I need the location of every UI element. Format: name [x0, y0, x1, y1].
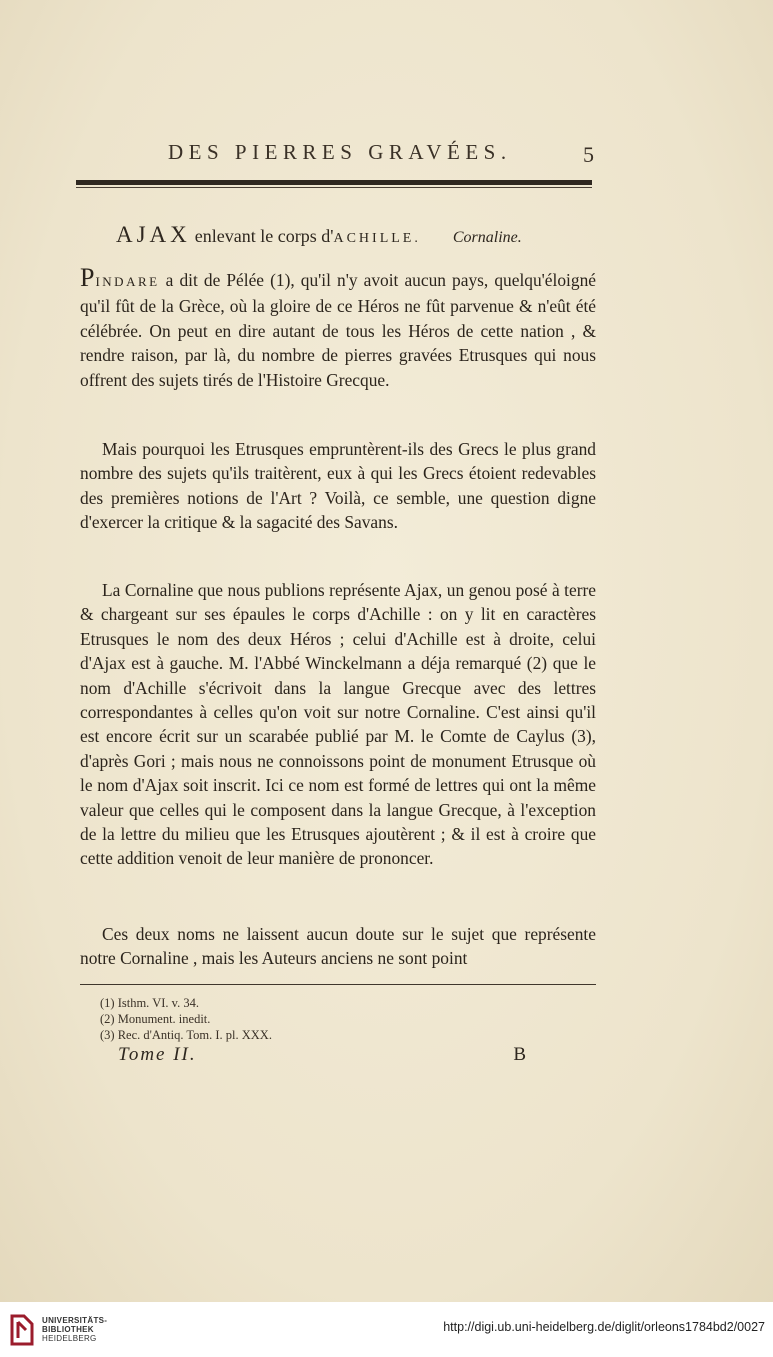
volume-label: Tome II. [118, 1044, 197, 1065]
footer-band [0, 1302, 773, 1357]
library-name[interactable] [42, 1316, 107, 1343]
lead-smallcaps: INDARE [95, 274, 160, 289]
title-stone: Cornaline. [452, 229, 522, 246]
permalink-url[interactable]: http://digi.ub.uni-heidelberg.de/diglit/orleons1784bd2/0027 [443, 1320, 765, 1334]
title-name-achille: ACHILLE. [333, 231, 421, 246]
library-line-2: BIBLIOTHEK [42, 1325, 94, 1334]
footnote-2: (2) Monument. inedit. [100, 1012, 211, 1026]
footnote-1: (1) Isthm. VI. v. 34. [100, 996, 199, 1010]
footnote-3: (3) Rec. d'Antiq. Tom. I. pl. XXX. [100, 1028, 272, 1042]
page-number: 5 [583, 142, 594, 167]
paragraph-2: Mais pourquoi les Etrusques empruntèrent-ils des Grecs le plus grand nombre des sujets qu'ils traitèrent, eux à qui les Grecs étoient redevables des premières notions de l'Art ? Voilà, ce semble, une question digne d'exercer la critique & la sagacité des Savans. [80, 439, 596, 533]
library-line-3: HEIDELBERG [42, 1334, 97, 1343]
drop-letter: P [80, 263, 96, 292]
signature-line [118, 1044, 526, 1066]
footnotes [100, 995, 272, 1043]
paragraph-4: Ces deux noms ne laissent aucun doute sur le sujet que représente notre Cornaline , mais les Auteurs anciens ne sont point [80, 924, 596, 969]
section-title [116, 222, 606, 248]
title-name: AJAX [116, 222, 191, 247]
footnote-rule [80, 984, 596, 985]
header-rule-thin [76, 187, 592, 188]
title-text: enlevant le corps d' [194, 226, 334, 246]
library-logo-icon[interactable] [8, 1312, 36, 1348]
running-title: DES PIERRES GRAVÉES. [168, 140, 512, 164]
paragraph-3: La Cornaline que nous publions représente Ajax, un genou posé à terre & chargeant sur ses épaules le corps d'Achille : on y lit en caractères Etrusques le nom des deux Héros ; celui d'Achille est à droite, celui d'Ajax est à gauche. M. l'Abbé Winckelmann a déja remarqué (2) que le nom d'Achille s'écrivoit dans la langue Grecque avec des lettres correspondantes à celles qu'on voit sur notre Cornaline. C'est ainsi qu'il est encore écrit sur un scarabée publié par M. le Comte de Caylus (3), d'après Gori ; mais nous ne connoissons point de monument Etrusque où le nom d'Ajax soit inscrit. Ici ce nom est formé de lettres qui ont la même valeur que celles qui le composent dans la langue Grecque, à l'exception de la lettre du milieu que les Etrusques ajoutèrent ; & il est à croire que cette addition venoit de leur manière de prononcer. [80, 580, 596, 869]
signature-mark: B [513, 1044, 526, 1065]
paragraph-1-text: a dit de Pélée (1), qu'il n'y avoit aucun pays, quelqu'éloigné qu'il fût de la Grèce, où la gloire de ce Héros ne fût parvenue & n'eût été célébrée. On peut en dire autant de tous les Héros de cette nation , & rendre raison, par là, du nombre de pierres gravées Etrusques qui nous offrent des sujets tirés de l'Histoire Grecque. [80, 270, 596, 390]
paragraph-1 [80, 263, 596, 392]
header-rule [76, 180, 592, 185]
library-line-1: UNIVERSITÄTS- [42, 1316, 108, 1325]
